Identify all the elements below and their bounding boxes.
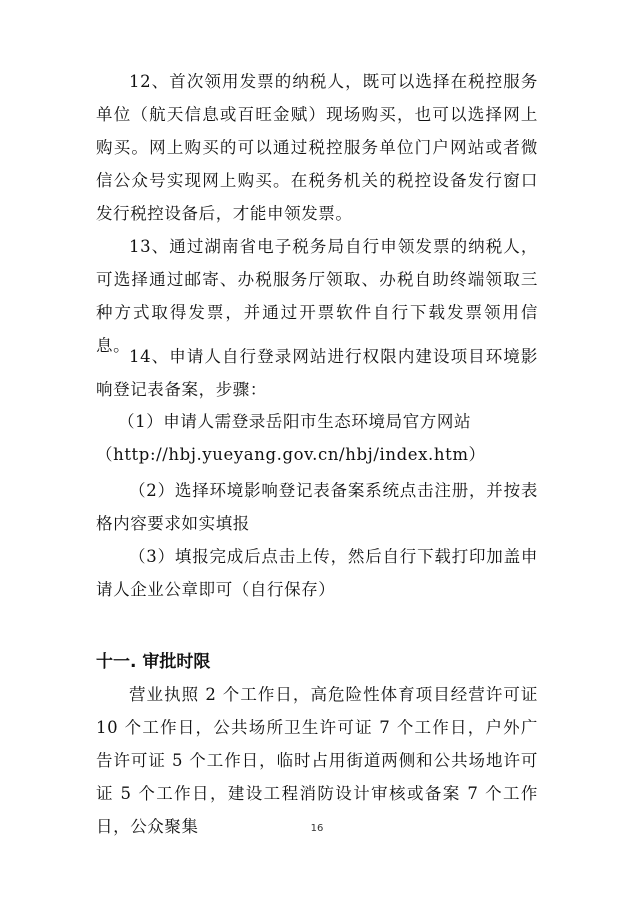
page-number: 16 [310, 823, 324, 834]
paragraph-12: 12、首次领用发票的纳税人，既可以选择在税控服务单位（航天信息或百旺金赋）现场购买，也可以选择网上购买。网上购买的可以通过税控服务单位门户网站或者微信公众号实现网上购买。在税务机关的税控设备发行窗口发行税控设备后，才能申领发票。 [96, 72, 538, 223]
paragraph-13: 13、通过湖南省电子税务局自行申领发票的纳税人，可选择通过邮寄、办税服务厅领取、办税自助终端领取三种方式取得发票，并通过开票软件自行下载发票领用信息。 [96, 237, 538, 355]
step-2: （2）选择环境影响登记表备案系统点击注册，并按表格内容要求如实填报 [96, 481, 538, 533]
section-heading: 十一. 审批时限 [96, 652, 211, 672]
step-3: （3）填报完成后点击上传，然后自行下载打印加盖申请人企业公章即可（自行保存） [96, 547, 538, 599]
paragraph-14: 14、申请人自行登录网站进行权限内建设项目环境影响登记表备案，步骤： [96, 347, 538, 399]
step-1-url: （http://hbj.yueyang.gov.cn/hbj/index.htm） [96, 445, 486, 464]
section-body: 营业执照 2 个工作日，高危险性体育项目经营许可证 10 个工作日，公共场所卫生许可证 7 个工作日，户外广告许可证 5 个工作日，临时占用街道两侧和公共场地许可证 5 个工作日，建设工程消防设计审核或备案 7 个工作日，公众聚集 [96, 685, 538, 836]
step-1-line-1: （1）申请人需登录岳阳市生态环境局官方网站 [118, 412, 472, 431]
